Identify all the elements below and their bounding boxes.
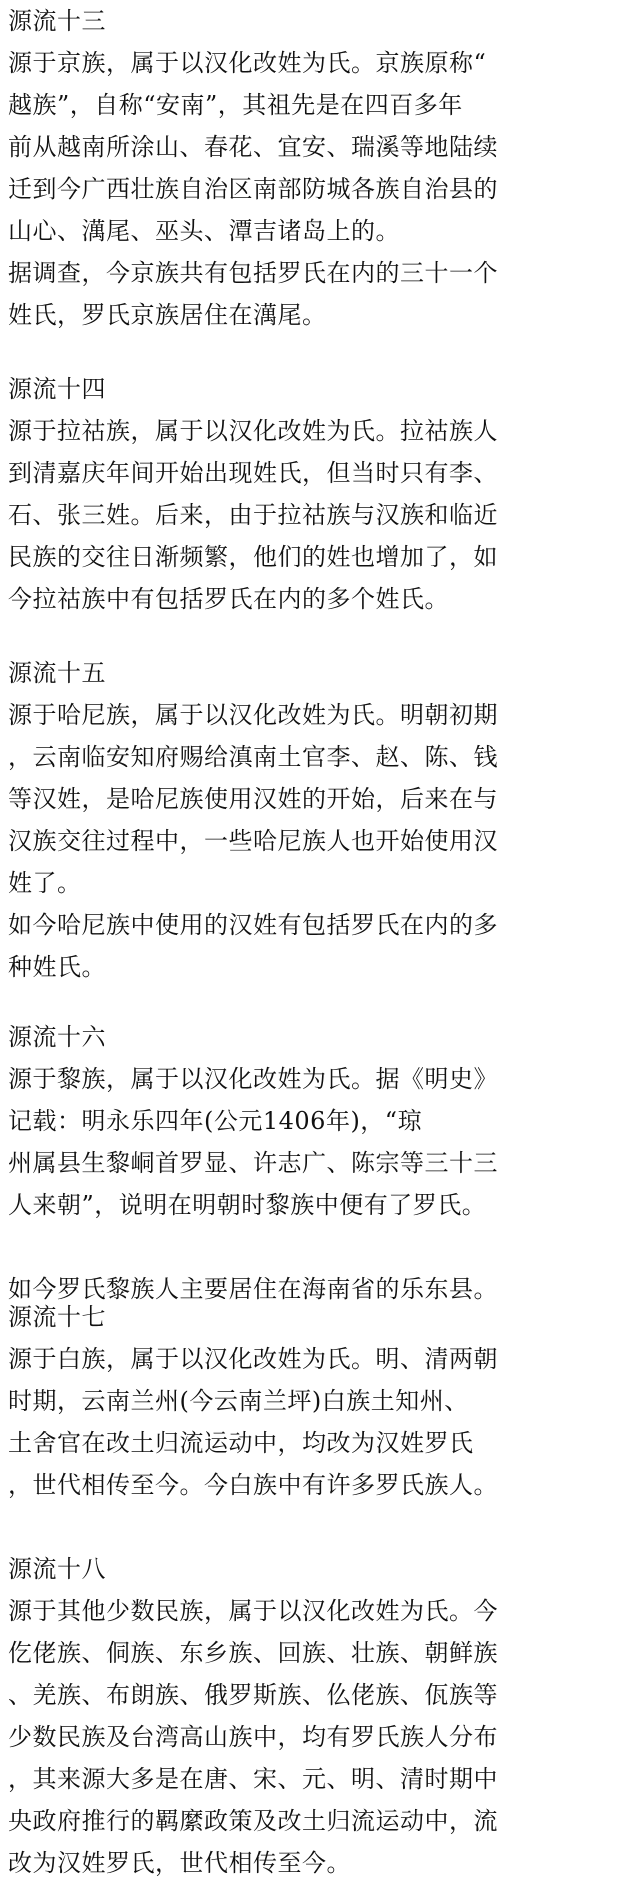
paragraph-line: 石、张三姓。后来，由于拉祜族与汉族和临近 [8,501,498,529]
paragraph-line: ，其来源大多是在唐、宋、元、明、清时期中 [8,1765,498,1793]
paragraph-line: 种姓氏。 [8,953,106,981]
paragraph-line: ，世代相传至今。今白族中有许多罗氏族人。 [8,1471,498,1499]
section-origin-18 [8,1548,632,1884]
section-heading: 源流十八 [8,1555,106,1583]
paragraph-line: 人来朝”，说明在明朝时黎族中便有了罗氏。 [8,1191,487,1219]
section-origin-13 [8,0,632,336]
section-heading: 源流十六 [8,1023,106,1051]
section-heading: 源流十四 [8,375,106,403]
paragraph-line [8,1226,632,1268]
paragraph-line: 等汉姓，是哈尼族使用汉姓的开始，后来在与 [8,785,498,813]
paragraph-line: 央政府推行的羁縻政策及改土归流运动中，流 [8,1807,498,1835]
paragraph-line: 土舍官在改土归流运动中，均改为汉姓罗氏 [8,1429,474,1457]
paragraph-line: 源于哈尼族，属于以汉化改姓为氏。明朝初期 [8,701,498,729]
paragraph-line: 源于拉祜族，属于以汉化改姓为氏。拉祜族人 [8,417,498,445]
section-origin-15 [8,652,632,988]
paragraph-line: 时期，云南兰州(今云南兰坪)白族土知州、 [8,1387,469,1415]
paragraph-line: 、羌族、布朗族、俄罗斯族、仫佬族、佤族等 [8,1681,498,1709]
paragraph-line: 越族”，自称“安南”，其祖先是在四百多年 [8,91,463,119]
paragraph-line: 源于京族，属于以汉化改姓为氏。京族原称“ [8,49,487,77]
paragraph-line: 如今罗氏黎族人主要居住在海南省的乐东县。 [8,1275,498,1303]
paragraph-line: 姓氏，罗氏京族居住在澫尾。 [8,301,327,329]
paragraph-line: 姓了。 [8,869,82,897]
paragraph-line: 迁到今广西壮族自治区南部防城各族自治县的 [8,175,498,203]
paragraph-line: ，云南临安知府赐给滇南土官李、赵、陈、钱 [8,743,498,771]
paragraph-line: 州属县生黎峒首罗显、许志广、陈宗等三十三 [8,1149,498,1177]
paragraph-line: 源于黎族，属于以汉化改姓为氏。据《明史》 [8,1065,498,1093]
paragraph-line: 前从越南所涂山、春花、宜安、瑞溪等地陆续 [8,133,498,161]
section-heading: 源流十三 [8,7,106,35]
paragraph-line: 到清嘉庆年间开始出现姓氏，但当时只有李、 [8,459,498,487]
paragraph-line: 改为汉姓罗氏，世代相传至今。 [8,1849,351,1877]
paragraph-line: 源于白族，属于以汉化改姓为氏。明、清两朝 [8,1345,498,1373]
section-origin-14 [8,368,632,620]
paragraph-line: 民族的交往日渐频繁，他们的姓也增加了，如 [8,543,498,571]
paragraph-line: 汉族交往过程中，一些哈尼族人也开始使用汉 [8,827,498,855]
paragraph-line: 如今哈尼族中使用的汉姓有包括罗氏在内的多 [8,911,498,939]
paragraph-line: 今拉祜族中有包括罗氏在内的多个姓氏。 [8,585,449,613]
paragraph-line: 记载：明永乐四年(公元1406年)，“琼 [8,1107,423,1135]
section-heading: 源流十七 [8,1303,106,1331]
paragraph-line: 少数民族及台湾高山族中，均有罗氏族人分布 [8,1723,498,1751]
paragraph-line: 源于其他少数民族，属于以汉化改姓为氏。今 [8,1597,498,1625]
section-origin-16 [8,1016,632,1310]
paragraph-line: 仡佬族、侗族、东乡族、回族、壮族、朝鲜族 [8,1639,498,1667]
section-heading: 源流十五 [8,659,106,687]
paragraph-line: 据调查，今京族共有包括罗氏在内的三十一个 [8,259,498,287]
section-origin-17 [8,1296,632,1506]
paragraph-line: 山心、澫尾、巫头、潭吉诸岛上的。 [8,217,400,245]
